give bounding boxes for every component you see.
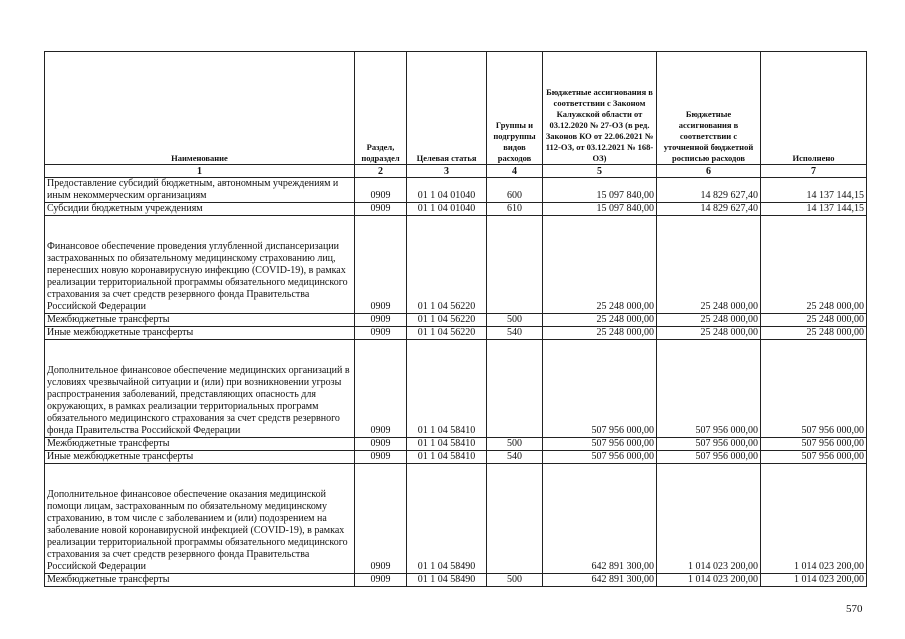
- row-name: Дополнительное финансовое обеспечение оказания медицинской помощи лицам, застрахованным по обязательному медицинскому страхованию, в том числе с заболеванием и (или) подозрением на заболевание новой коронавирусной инфекцией (COVID-19), в рамках реализации территориальной программы обязательного медицинского страхования за счет средств резервного фонда Правительства Российской Федерации: [45, 464, 355, 574]
- row-razdel: 0909: [355, 574, 407, 587]
- row-zakon: 507 956 000,00: [543, 340, 657, 438]
- row-name: Дополнительное финансовое обеспечение медицинских организаций в условиях чрезвычайной ситуации и (или) при возникновении угрозы распространения заболеваний, представляющих опасность для окружающих, в рамках реализации территориальных программ обязательного медицинского страхования за счет средств резервного фонда Правительства Российской Федерации: [45, 340, 355, 438]
- column-number: 6: [657, 165, 761, 178]
- row-razdel: 0909: [355, 327, 407, 340]
- row-rospis: 14 829 627,40: [657, 178, 761, 203]
- row-ispolneno: 25 248 000,00: [761, 216, 867, 314]
- table-row: [45, 340, 867, 438]
- row-statya: 01 1 04 58410: [407, 451, 487, 464]
- column-number-row: [45, 165, 867, 178]
- row-ispolneno: 25 248 000,00: [761, 314, 867, 327]
- row-razdel: 0909: [355, 464, 407, 574]
- table-row: [45, 574, 867, 587]
- row-rospis: 1 014 023 200,00: [657, 574, 761, 587]
- row-zakon: 25 248 000,00: [543, 216, 657, 314]
- row-vid: [487, 464, 543, 574]
- row-zakon: 642 891 300,00: [543, 464, 657, 574]
- row-name: Субсидии бюджетным учреждениям: [45, 203, 355, 216]
- header-vid: Группы и подгруппы видов расходов: [487, 52, 543, 165]
- row-ispolneno: 14 137 144,15: [761, 203, 867, 216]
- row-name: Межбюджетные трансферты: [45, 314, 355, 327]
- table-row: [45, 451, 867, 464]
- row-razdel: 0909: [355, 203, 407, 216]
- row-vid: 500: [487, 574, 543, 587]
- header-zakon: Бюджетные ассигнования в соответствии с Законом Калужской области от 03.12.2020 № 27-ОЗ (в ред. Законов КО от 22.06.2021 № 112-ОЗ, от 03.12.2021 № 168-ОЗ): [543, 52, 657, 165]
- row-name: Финансовое обеспечение проведения углубленной диспансеризации застрахованных по обязательному медицинскому страхованию лиц, перенесших новую коронавирусную инфекцию (COVID-19), в рамках реализации территориальной программы обязательного медицинского страхования за счет средств резервного фонда Правительства Российской Федерации: [45, 216, 355, 314]
- table-row: [45, 327, 867, 340]
- row-vid: [487, 216, 543, 314]
- column-number: 7: [761, 165, 867, 178]
- row-rospis: 25 248 000,00: [657, 216, 761, 314]
- table-row: [45, 314, 867, 327]
- column-number: 5: [543, 165, 657, 178]
- row-rospis: 25 248 000,00: [657, 314, 761, 327]
- row-vid: 600: [487, 178, 543, 203]
- header-row: [45, 52, 867, 165]
- row-zakon: 15 097 840,00: [543, 203, 657, 216]
- row-rospis: 14 829 627,40: [657, 203, 761, 216]
- row-statya: 01 1 04 56220: [407, 327, 487, 340]
- row-razdel: 0909: [355, 340, 407, 438]
- header-name: Наименование: [45, 52, 355, 165]
- row-vid: 540: [487, 451, 543, 464]
- row-ispolneno: 507 956 000,00: [761, 340, 867, 438]
- row-name: Иные межбюджетные трансферты: [45, 451, 355, 464]
- row-name: Межбюджетные трансферты: [45, 438, 355, 451]
- table-row: [45, 178, 867, 203]
- row-zakon: 507 956 000,00: [543, 451, 657, 464]
- row-razdel: 0909: [355, 216, 407, 314]
- row-ispolneno: 1 014 023 200,00: [761, 574, 867, 587]
- row-razdel: 0909: [355, 438, 407, 451]
- row-vid: [487, 340, 543, 438]
- row-statya: 01 1 04 56220: [407, 314, 487, 327]
- row-vid: 540: [487, 327, 543, 340]
- column-number: 3: [407, 165, 487, 178]
- header-rospis: Бюджетные ассигнования в соответствии с уточненной бюджетной росписью расходов: [657, 52, 761, 165]
- row-zakon: 15 097 840,00: [543, 178, 657, 203]
- row-zakon: 642 891 300,00: [543, 574, 657, 587]
- row-ispolneno: 507 956 000,00: [761, 438, 867, 451]
- row-vid: 500: [487, 314, 543, 327]
- row-ispolneno: 14 137 144,15: [761, 178, 867, 203]
- header-razdel: Раздел, подраздел: [355, 52, 407, 165]
- row-rospis: 507 956 000,00: [657, 451, 761, 464]
- row-rospis: 507 956 000,00: [657, 340, 761, 438]
- row-zakon: 25 248 000,00: [543, 314, 657, 327]
- row-razdel: 0909: [355, 178, 407, 203]
- row-statya: 01 1 04 58410: [407, 340, 487, 438]
- row-name: Иные межбюджетные трансферты: [45, 327, 355, 340]
- table-row: [45, 438, 867, 451]
- column-number: 4: [487, 165, 543, 178]
- row-statya: 01 1 04 58410: [407, 438, 487, 451]
- row-razdel: 0909: [355, 314, 407, 327]
- row-zakon: 507 956 000,00: [543, 438, 657, 451]
- row-name: Предоставление субсидий бюджетным, автономным учреждениям и иным некоммерческим организациям: [45, 178, 355, 203]
- row-zakon: 25 248 000,00: [543, 327, 657, 340]
- row-vid: 500: [487, 438, 543, 451]
- row-rospis: 507 956 000,00: [657, 438, 761, 451]
- table-row: [45, 216, 867, 314]
- table-row: [45, 203, 867, 216]
- row-ispolneno: 25 248 000,00: [761, 327, 867, 340]
- row-statya: 01 1 04 58490: [407, 464, 487, 574]
- budget-table: [44, 51, 867, 587]
- column-number: 2: [355, 165, 407, 178]
- column-number: 1: [45, 165, 355, 178]
- row-rospis: 25 248 000,00: [657, 327, 761, 340]
- row-statya: 01 1 04 01040: [407, 178, 487, 203]
- header-statya: Целевая статья: [407, 52, 487, 165]
- row-razdel: 0909: [355, 451, 407, 464]
- row-statya: 01 1 04 58490: [407, 574, 487, 587]
- row-rospis: 1 014 023 200,00: [657, 464, 761, 574]
- row-ispolneno: 507 956 000,00: [761, 451, 867, 464]
- page-number: 570: [846, 603, 863, 615]
- row-name: Межбюджетные трансферты: [45, 574, 355, 587]
- table-row: [45, 464, 867, 574]
- row-ispolneno: 1 014 023 200,00: [761, 464, 867, 574]
- row-vid: 610: [487, 203, 543, 216]
- row-statya: 01 1 04 01040: [407, 203, 487, 216]
- row-statya: 01 1 04 56220: [407, 216, 487, 314]
- header-ispolneno: Исполнено: [761, 52, 867, 165]
